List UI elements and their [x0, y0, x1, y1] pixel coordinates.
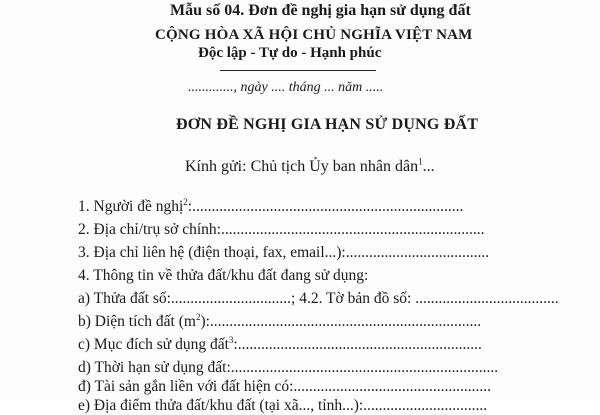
field-parcel-number: [78, 290, 559, 308]
footnote-marker: 2: [183, 196, 188, 207]
field-contact: [78, 244, 489, 262]
footnote-marker: 3: [228, 334, 234, 345]
field-label: 4. Thông tin về thửa đất/khu đất đang sử dụng:: [78, 267, 369, 284]
national-motto: Độc lập - Tự do - Hạnh phúc: [198, 45, 382, 61]
field-use-term: [78, 359, 498, 377]
field-dots: ):......................................................................: [200, 313, 482, 330]
field-label: đ) Tài sản gắn liền với đất hiện có:: [78, 378, 294, 395]
field-address: [78, 221, 484, 239]
form-number: Mẫu số 04. Đơn đề nghị gia hạn sử dụng đất: [170, 2, 471, 19]
footnote-marker: 2: [195, 311, 201, 322]
recipient-line: [185, 158, 435, 176]
field-land-use-purpose: [78, 336, 482, 354]
field-area: [78, 313, 481, 331]
document-title: ĐƠN ĐỀ NGHỊ GIA HẠN SỬ DỤNG ĐẤT: [176, 116, 479, 133]
recipient-suffix: ...: [422, 158, 435, 175]
field-dots: .....................................................................: [230, 359, 499, 376]
country-name: CỘNG HÒA XÃ HỘI CHỦ NGHĨA VIỆT NAM: [155, 27, 473, 43]
date-line: ............., ngày .... tháng ... năm .....: [188, 80, 384, 95]
field-dots: .....................................: [415, 290, 559, 307]
field-land-info: [78, 267, 368, 285]
field-dots: :...............................................................: [233, 336, 482, 353]
field-dots: ....................................................................: [220, 221, 485, 238]
field-dots: :......................................................................: [187, 198, 464, 215]
field-dots: ................................: [363, 397, 488, 414]
field-applicant: [78, 198, 463, 216]
field-label: d) Thời hạn sử dụng đất:: [78, 359, 231, 376]
field-dots: .....................................: [345, 244, 490, 261]
field-label: e) Địa điểm thửa đất/khu đất (tại xã..., tỉnh...):: [78, 397, 364, 414]
field-label: a) Thửa đất số:...............................; 4.2. Tờ bản đồ số:: [78, 290, 416, 307]
field-label: b) Diện tích đất (m: [78, 313, 196, 330]
field-attached-assets: [78, 378, 491, 396]
field-label: 2. Địa chỉ/trụ sở chính:: [78, 221, 221, 238]
field-label: 1. Người đề nghị: [78, 198, 184, 215]
motto-underline: [220, 70, 376, 71]
footnote-marker: 1: [418, 156, 423, 167]
recipient-text: Kính gửi: Chủ tịch Ủy ban nhân dân: [185, 158, 419, 175]
field-label: c) Mục đích sử dụng đất: [78, 336, 229, 353]
field-label: 3. Địa chỉ liên hệ (điện thoại, fax, email...):: [78, 244, 346, 261]
field-dots: ...................................................: [293, 378, 492, 395]
